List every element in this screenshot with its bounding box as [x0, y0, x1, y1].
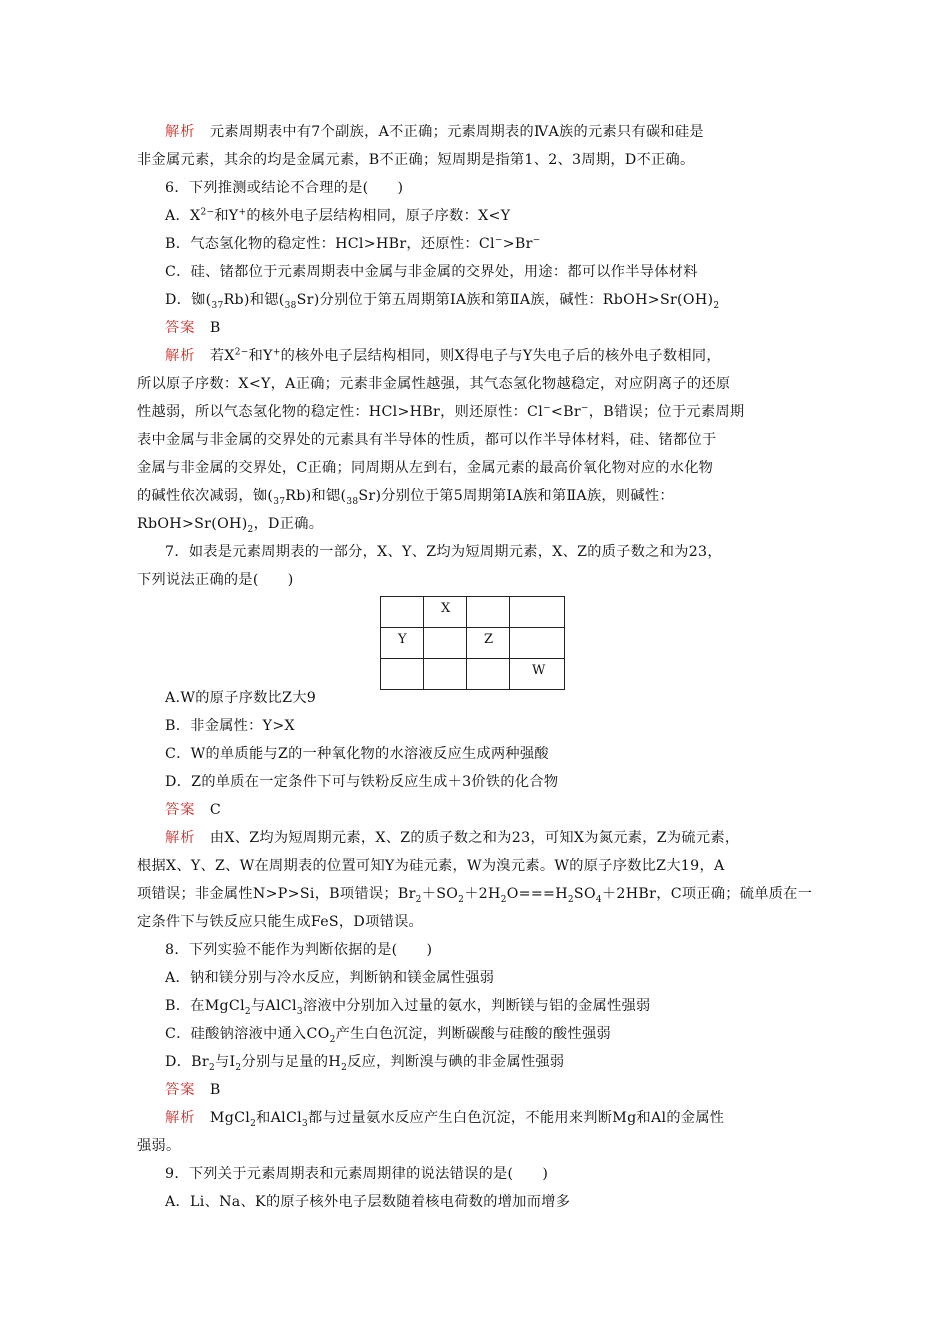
- q6-analysis-line-2: 所以原子序数：X<Y，A正确；元素非金属性越强，其气态氢化物越稳定，对应阴离子的还原: [137, 376, 731, 392]
- q7-option-b: B．非金属性：Y>X: [165, 718, 295, 734]
- q5-analysis-line-1: 解析 元素周期表中有7个副族，A不正确；元素周期表的ⅣA族的元素只有碳和硅是: [165, 124, 704, 140]
- q5-analysis-line-2: 非金属元素，其余的均是金属元素，B不正确；短周期是指第1、2、3周期，D不正确。: [137, 152, 695, 168]
- q8-option-c: C．硅酸钠溶液中通入$CO_2$产生白色沉淀，判断碳酸与硅酸的酸性强弱: [165, 1026, 611, 1045]
- answer-label: 答案: [165, 1082, 196, 1098]
- table-cell: [467, 597, 510, 628]
- q7-analysis-line-3: 项错误；非金属性N>P>Si，B项错误；$Br_2+SO_2+2H_2O===H_2SO_4+2HBr$，C项正确；硫单质在一: [137, 886, 813, 905]
- q8-analysis-line-1: 解析 MgCl$_2$和AlCl$_3$都与过量氨水反应产生白色沉淀，不能用来判断Mg和Al的金属性: [165, 1110, 725, 1129]
- q8-option-b: B．在MgCl$_2$与AlCl$_3$溶液中分别加入过量的氨水，判断镁与铝的金属性强弱: [165, 998, 651, 1017]
- q6-stem: 6．下列推测或结论不合理的是( ): [165, 180, 404, 196]
- q7-option-a: A.W的原子序数比Z大9: [165, 690, 317, 706]
- periodic-table-fragment: [380, 596, 565, 690]
- q6-analysis-line-7: $RbOH>Sr(OH)_2$，D正确。: [137, 516, 324, 535]
- answer-label: 答案: [165, 802, 196, 818]
- table-cell: [424, 628, 467, 659]
- q8-option-a: A．钠和镁分别与冷水反应，判断钠和镁金属性强弱: [165, 970, 495, 986]
- q6-option-d: D．铷$(_{37}Rb)$和锶$(_{38}Sr)$分别位于第五周期第ⅠA族和第ⅡA族，碱性：$RbOH>Sr(OH)_2$: [165, 292, 720, 311]
- q7-analysis-line-1: 解析 由X、Z均为短周期元素，X、Z的质子数之和为23，可知X为氮元素，Z为硫元素，: [165, 830, 740, 846]
- q6-analysis-line-5: 金属与非金属的交界处，C正确；同周期从左到右，金属元素的最高价氧化物对应的水化物: [137, 460, 714, 476]
- q7-analysis-line-2: 根据X、Y、Z、W在周期表的位置可知Y为硅元素，W为溴元素。W的原子序数比Z大19，A: [137, 858, 725, 874]
- q7-option-c: C．W的单质能与Z的一种氧化物的水溶液反应生成两种强酸: [165, 746, 549, 762]
- q6-answer: 答案 B: [165, 320, 221, 336]
- answer-label: 答案: [165, 320, 196, 336]
- table-cell: X: [424, 597, 467, 628]
- table-cell: [381, 597, 424, 628]
- q6-analysis-line-6: 的碱性依次减弱，铷$(_{37}Rb)$和锶$(_{38}Sr)$分别位于第5周期第ⅠA族和第ⅡA族，则碱性：: [137, 488, 674, 507]
- table-cell: W: [510, 659, 565, 690]
- table-cell: Y: [381, 628, 424, 659]
- q6-analysis-line-3: 性越弱，所以气态氢化物的稳定性：HCl>HBr，则还原性：Cl−<Br−，B错误；位于元素周期: [137, 403, 745, 420]
- analysis-label: 解析: [165, 830, 196, 846]
- q9-option-a: A．Li、Na、K的原子核外电子层数随着核电荷数的增加而增多: [165, 1194, 571, 1210]
- analysis-label: 解析: [165, 124, 196, 140]
- q7-stem-line-1: 7．如表是元素周期表的一部分，X、Y、Z均为短周期元素，X、Z的质子数之和为23，: [165, 544, 722, 560]
- q6-analysis-line-4: 表中金属与非金属的交界处的元素具有半导体的性质，都可以作半导体材料，硅、锗都位于: [137, 432, 717, 448]
- q8-answer: 答案 B: [165, 1082, 221, 1098]
- q9-stem: 9．下列关于元素周期表和元素周期律的说法错误的是( ): [165, 1166, 549, 1182]
- q8-stem: 8．下列实验不能作为判断依据的是( ): [165, 942, 433, 958]
- q6-option-c: C．硅、锗都位于元素周期表中金属与非金属的交界处，用途：都可以作半导体材料: [165, 264, 698, 280]
- table-cell: [424, 659, 467, 690]
- q6-analysis-line-1: 解析 若$X^{2-}$和Y+的核外电子层结构相同，则X得电子与Y失电子后的核外电子数相同，: [165, 347, 721, 364]
- table-row: [381, 628, 565, 659]
- table-cell: [510, 597, 565, 628]
- q6-option-b: B．气态氢化物的稳定性：HCl>HBr，还原性：Cl−>Br−: [165, 235, 541, 252]
- table-row: [381, 659, 565, 690]
- table-row: [381, 597, 565, 628]
- table-cell: [467, 659, 510, 690]
- analysis-label: 解析: [165, 1110, 196, 1126]
- table-cell: [381, 659, 424, 690]
- table-cell: [510, 628, 565, 659]
- table-cell: Z: [467, 628, 510, 659]
- q7-answer: 答案 C: [165, 802, 222, 818]
- q7-stem-line-2: 下列说法正确的是( ): [137, 572, 294, 588]
- q6-option-a: A．$X^{2-}$和Y+的核外电子层结构相同，原子序数：X<Y: [165, 207, 511, 224]
- q8-analysis-line-2: 强弱。: [137, 1138, 181, 1154]
- q8-option-d: D．$Br_2$与$I_2$分别与足量的$H_2$反应，判断溴与碘的非金属性强弱: [165, 1054, 565, 1073]
- analysis-label: 解析: [165, 348, 196, 364]
- q7-analysis-line-4: 定条件下与铁反应只能生成FeS，D项错误。: [137, 914, 424, 930]
- q7-option-d: D．Z的单质在一定条件下可与铁粉反应生成＋3价铁的化合物: [165, 774, 559, 790]
